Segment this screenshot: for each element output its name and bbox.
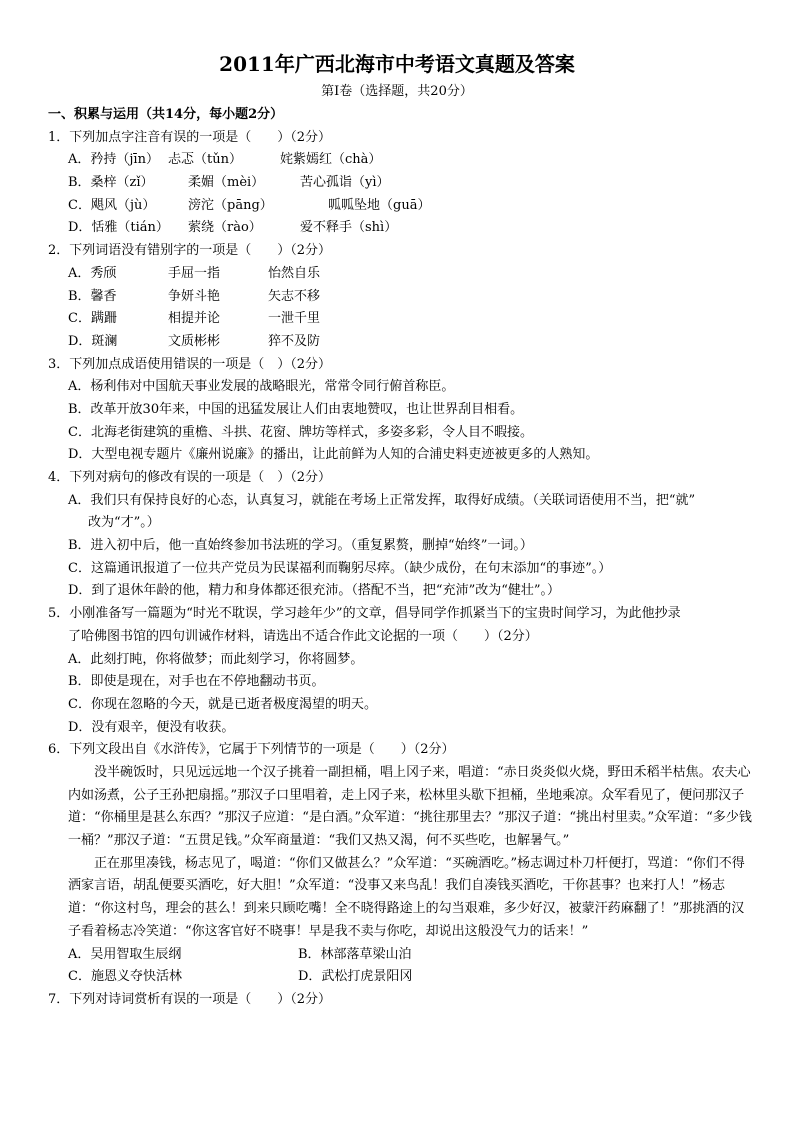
option-part: 矢志不移 <box>268 288 321 304</box>
question-5-option-b: B．即使是现在，对手也在不停地翻动书页。 <box>68 674 325 690</box>
question-6-option-d: D．武松打虎景阳冈 <box>298 969 413 985</box>
question-6-option-a: A．吴用智取生辰纲 <box>68 946 182 962</box>
option-part: 一泄千里 <box>268 311 321 327</box>
question-5-option-d: D．没有艰辛，便没有收获。 <box>68 719 235 735</box>
option-part: 怡然自乐 <box>268 265 321 281</box>
option-part: 姹紫嫣红（chà） <box>280 152 382 168</box>
question-1-option-d <box>48 217 754 240</box>
question-2-stem: 2．下列词语没有错别字的一项是（ ）（2分） <box>48 243 332 259</box>
question-5-stem: 5．小刚准备写一篇题为“时光不耽误，学习趁年少”的文章，倡导同学作抓紧当下的宝贵时间学习，为此他抄录 <box>48 606 681 622</box>
question-6-passage-paragraph-1: 没半碗饭时，只见远远地一个汉子挑着一副担桶，唱上冈子来，唱道：“赤日炎炎似火烧，野田禾稻半枯焦。农夫心内如汤煮，公子王孙把扇摇。”那汉子口里唱着，走上冈子来，松林里头歇下担桶，坐地乘凉。众军看见了，便问那汉子道：“你桶里是甚么东西？”那汉子应道：“是白酒。”众军道：“挑往那里去？”那汉子道：“挑出村里卖。”众军道：“多少钱一桶？”那汉子道：“五贯足钱。”众军商量道：“我们又热又渴，何不买些吃，也解暑气。” <box>68 764 752 849</box>
question-4-option-d: D．到了退休年龄的他，精力和身体都还很充沛。（搭配不当，把“充沛”改为“健壮”。） <box>68 583 561 599</box>
question-3-option-d: D．大型电视专题片《廉州说廉》的播出，让此前鲜为人知的合浦史料吏迹被更多的人熟知。 <box>68 447 599 463</box>
question-7-stem: 7．下列对诗词赏析有误的一项是（ ）（2分） <box>48 991 332 1007</box>
section-heading: 一、积累与运用（共14分，每小题2分） <box>48 107 284 122</box>
question-2-option-b <box>48 286 754 309</box>
question-6-stem: 6．下列文段出自《水浒传》，它属于下列情节的一项是（ ）（2分） <box>48 742 455 758</box>
question-3-stem: 3．下列加点成语使用错误的一项是（ ）（2分） <box>48 356 332 372</box>
question-5-stem-continued: 了哈佛图书馆的四句训诫作材料，请选出不适合作此文论据的一项（ ）（2分） <box>68 628 538 644</box>
option-part: 猝不及防 <box>268 333 321 349</box>
question-3-option-c: C．北海老街建筑的重檐、斗拱、花窗、牌坊等样式，多姿多彩，令人目不暇接。 <box>68 424 533 440</box>
option-part: B．馨香 <box>68 288 117 304</box>
question-4-option-a: A．我们只有保持良好的心态，认真复习，就能在考场上正常发挥，取得好成绩。（关联词语使用不当，把“就” <box>68 492 696 508</box>
question-1-option-a <box>48 149 754 172</box>
question-4-option-b: B．进入初中后，他一直始终参加书法班的学习。（重复累赘，删掉“始终”一词。） <box>68 538 533 554</box>
question-6-options-row-2 <box>48 966 754 989</box>
option-part: 相提并论 <box>168 311 221 327</box>
exam-content <box>48 104 754 1012</box>
question-6-options-row-1 <box>48 944 754 967</box>
question-1-option-c <box>48 195 754 218</box>
option-part: 柔媚（mèi） <box>188 175 265 191</box>
option-part: 苦心孤诣（yì） <box>300 175 390 191</box>
option-part: 文质彬彬 <box>168 333 221 349</box>
question-6-passage-paragraph-2: 正在那里凑钱，杨志见了，喝道：“你们又做甚么？”众军道：“买碗酒吃。”杨志调过朴刀杆便打，骂道：“你们不得洒家言语，胡乱便要买酒吃，好大胆！”众军道：“没事又来鸟乱！我们自凑钱买酒吃，干你甚事？也来打人！”杨志道：“你这村鸟，理会的甚么！到来只顾吃嘴！全不晓得路途上的勾当艰难，多少好汉，被蒙汗药麻翻了！”那挑酒的汉子看着杨志冷笑道：“你这客官好不晓事！早是我不卖与你吃，却说出这般没气力的话来！” <box>68 855 745 939</box>
option-part: 手屈一指 <box>168 265 221 281</box>
option-part: D．恬雅（tián） <box>68 220 169 236</box>
option-part: 滂沱（pāng） <box>188 197 273 213</box>
option-part: 呱呱坠地（guā） <box>328 197 431 213</box>
question-3-option-a: A．杨利伟对中国航天事业发展的战略眼光，常常令同行俯首称臣。 <box>68 379 455 395</box>
page-subtitle: 第Ⅰ卷（选择题，共20分） <box>321 84 473 99</box>
question-6-option-b: B．林部落草梁山泊 <box>298 946 412 962</box>
question-4-stem: 4．下列对病句的修改有误的一项是（ ）（2分） <box>48 470 332 485</box>
option-part: 争妍斗艳 <box>168 288 221 304</box>
option-part: A．矜持（jīn） <box>68 152 159 168</box>
option-part: 萦绕（rào） <box>188 220 262 236</box>
option-part: A．秀颀 <box>68 265 117 281</box>
page-title: 2011年广西北海市中考语文真题及答案 <box>219 52 575 76</box>
question-2-option-d <box>48 331 754 354</box>
question-6-option-c: C．施恩义夺快活林 <box>68 969 182 985</box>
question-2-option-a <box>48 263 754 286</box>
option-part: C．蹒跚 <box>68 311 117 327</box>
question-4-option-a-continued: 改为“才”。） <box>88 515 160 531</box>
question-4-option-c: C．这篇通讯报道了一位共产党员为民谋福利而鞠躬尽瘁。（缺少成份，在句末添加“的事迹”。） <box>68 560 612 576</box>
question-5-option-c: C．你现在忽略的今天，就是已逝者极度渴望的明天。 <box>68 696 377 712</box>
question-1-option-b <box>48 172 754 195</box>
option-part: C．飓风（jù） <box>68 197 156 213</box>
question-1-stem: 1．下列加点字注音有误的一项是（ ）（2分） <box>48 129 332 145</box>
option-part: B．桑梓（zǐ） <box>68 175 154 191</box>
option-part: 忐忑（tǔn） <box>168 152 242 168</box>
option-part: 爱不释手（shì） <box>300 220 398 236</box>
question-3-option-b: B．改革开放30年来，中国的迅猛发展让人们由衷地赞叹，也让世界刮目相看。 <box>68 401 524 417</box>
question-5-option-a: A．此刻打盹，你将做梦；而此刻学习，你将圆梦。 <box>68 651 364 667</box>
question-2-option-c <box>48 308 754 331</box>
option-part: D．斑澜 <box>68 333 118 349</box>
